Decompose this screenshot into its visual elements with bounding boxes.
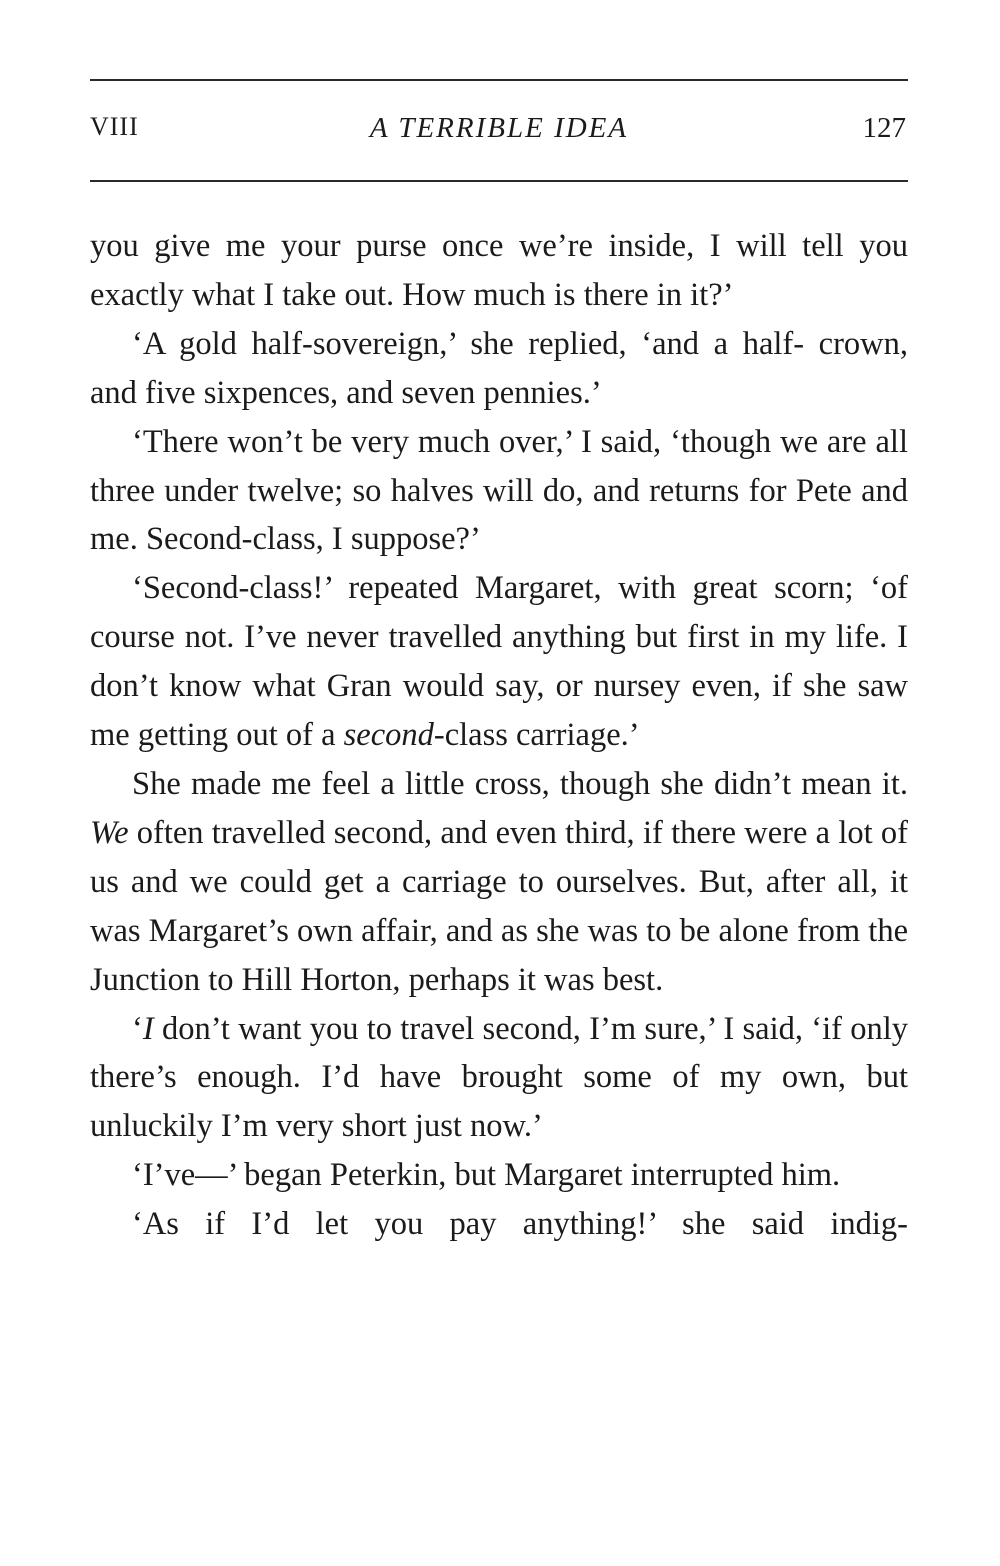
page-number: 127	[862, 112, 906, 144]
paragraph	[90, 760, 908, 1005]
paragraph	[90, 1005, 908, 1152]
paragraph	[90, 564, 908, 760]
paragraph	[90, 1151, 908, 1200]
text-line: affair, and as she was to be alone from the Junction	[90, 912, 909, 998]
text-line: in it?’	[656, 276, 734, 313]
text-line: often travelled second, and even third,	[128, 814, 635, 851]
text-line: if there were a lot of us and we could get a carriage	[90, 814, 908, 900]
paragraph	[90, 320, 908, 418]
text-line: -class carriage.’	[433, 717, 640, 754]
paragraph	[90, 1200, 908, 1249]
text-line: say, or nursey even, if she saw me getting out of a	[90, 668, 909, 754]
text-line: scorn; ‘of course not. I’ve never travelled anything	[90, 570, 909, 656]
chapter-title: A TERRIBLE IDEA	[369, 112, 629, 144]
text-line: but first in my life. I don’t know what Gran would	[90, 619, 909, 705]
text-line: him.	[781, 1157, 841, 1194]
text-line: ‘Second-class!’ repeated Margaret, with great	[132, 570, 758, 607]
text-line: ‘I’ve—’ began Peterkin, but Margaret interrupted	[132, 1157, 774, 1194]
italic-word: I	[142, 1010, 154, 1047]
paragraph	[90, 222, 908, 320]
header-bottom-rule	[90, 180, 908, 182]
text-line: crown, and five sixpences, and seven pennies.’	[90, 325, 909, 411]
text-line: you give me your purse once we’re inside, I will tell	[90, 228, 844, 264]
italic-word: We	[90, 814, 129, 851]
text-line: don’t want you to travel second, I’m sure,’ I	[153, 1010, 735, 1047]
running-head	[90, 112, 908, 156]
chapter-number: VIII	[90, 112, 139, 141]
italic-word: second	[343, 717, 434, 754]
body-text	[90, 222, 908, 1249]
text-line: to Hill Horton, perhaps it was best.	[208, 961, 664, 998]
text-line: She made me feel a little cross, though she didn’t	[132, 765, 791, 802]
text-line: ‘	[132, 1010, 143, 1047]
text-line: ‘There won’t be very much over,’ I said, ‘though	[132, 423, 772, 460]
text-line: you exactly what I take out. How much is there	[90, 228, 908, 313]
text-line: returns for Pete and me. Second-class, I suppose?’	[90, 472, 909, 558]
text-line: mean it.	[801, 765, 908, 802]
text-line: ‘As if I’d let you pay anything!’ she said indig-	[132, 1206, 908, 1243]
text-line: to ourselves. But, after all, it was Margaret’s own	[90, 863, 909, 949]
header-top-rule	[90, 79, 908, 81]
text-line: said, ‘if only there’s enough. I’d have brought some	[90, 1010, 908, 1096]
text-line: of my own, but unluckily I’m very short just now.’	[90, 1059, 908, 1145]
text-line: we are all three under twelve; so halves will do, and	[90, 423, 908, 509]
paragraph	[90, 418, 908, 565]
text-line: ‘A gold half-sovereign,’ she replied, ‘and a half-	[132, 325, 805, 362]
